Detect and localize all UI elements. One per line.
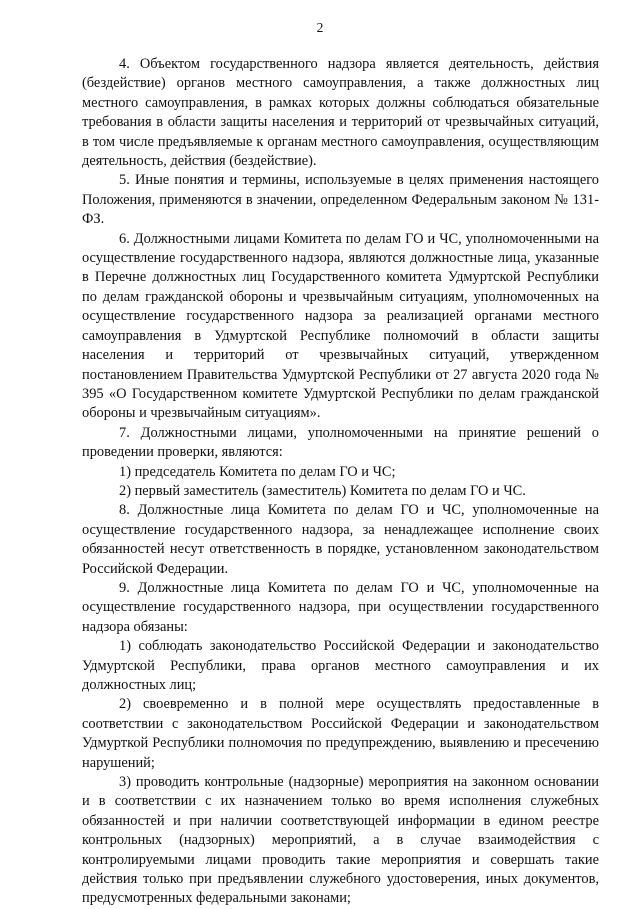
paragraph-9-item-3: 3) проводить контрольные (надзорные) мероприятия на законном основании и в соответствии с их назначением только во время исполнения служебных обязанностей и при наличии соответствующей информации в едином реестре контрольных (надзорных) мероприятий, а в случае взаимодействия с контролируемыми лицами проводить такие мероприятия и совершать такие действия только при предъявлении служебного удостоверения, иных документов, предусмотренных федеральными законами;	[82, 774, 599, 907]
page-number: 2	[316, 20, 324, 35]
paragraph-6: 6. Должностными лицами Комитета по делам ГО и ЧС, уполномоченными на осуществление государственного надзора, являются должностные лица, указанные в Перечне должностных лиц Государственного комитета Удмуртской Республики по делам гражданской обороны и чрезвычайным ситуациям, уполномоченных на осуществление государственного надзора за реализацией органами местного самоуправления в Удмуртской Республике полномочий в области защиты населения и территорий от чрезвычайных ситуаций, утвержденном постановлением Правительства Удмуртской Республики от 27 августа 2020 года № 395 «О Государственном комитете Удмуртской Республики по делам гражданской обороны и чрезвычайным ситуациям».	[82, 230, 599, 422]
paragraph-7: 7. Должностными лицами, уполномоченными на принятие решений о проведении проверки, являются:	[82, 424, 599, 461]
document-body	[82, 55, 599, 909]
paragraph-5: 5. Иные понятия и термины, используемые в целях применения настоящего Положения, применяются в значении, определенном Федеральным законом № 131-ФЗ.	[82, 172, 599, 228]
paragraph-9: 9. Должностные лица Комитета по делам ГО и ЧС, уполномоченные на осуществление государственного надзора, при осуществлении государственного надзора обязаны:	[82, 579, 599, 635]
paragraph-4: 4. Объектом государственного надзора является деятельность, действия (бездействие) органов местного самоуправления, а также должностных лиц местного самоуправления, в рамках которых должны соблюдаться обязательные требования в области защиты населения и территорий от чрезвычайных ситуаций, в том числе предъявляемые к органам местного самоуправления, осуществляющим деятельность, действия (бездействие).	[82, 56, 599, 170]
paragraph-7-item-1: 1) председатель Комитета по делам ГО и ЧС;	[119, 463, 396, 480]
paragraph-8: 8. Должностные лица Комитета по делам ГО и ЧС, уполномоченные на осуществление государственного надзора, за ненадлежащее исполнение своих обязанностей несут ответственность в порядке, установленном законодательством Российской Федерации.	[82, 502, 599, 577]
paragraph-7-item-2: 2) первый заместитель (заместитель) Комитета по делам ГО и ЧС.	[119, 482, 526, 499]
paragraph-9-item-2: 2) своевременно и в полной мере осуществлять предоставленные в соответствии с законодательством Российской Федерации и законодательством Удмурткой Республики полномочия по предупреждению, выявлению и пресечению нарушений;	[82, 696, 599, 771]
paragraph-9-item-1: 1) соблюдать законодательство Российской Федерации и законодательство Удмуртской Республики, права органов местного самоуправления и их должностных лиц;	[82, 638, 599, 693]
